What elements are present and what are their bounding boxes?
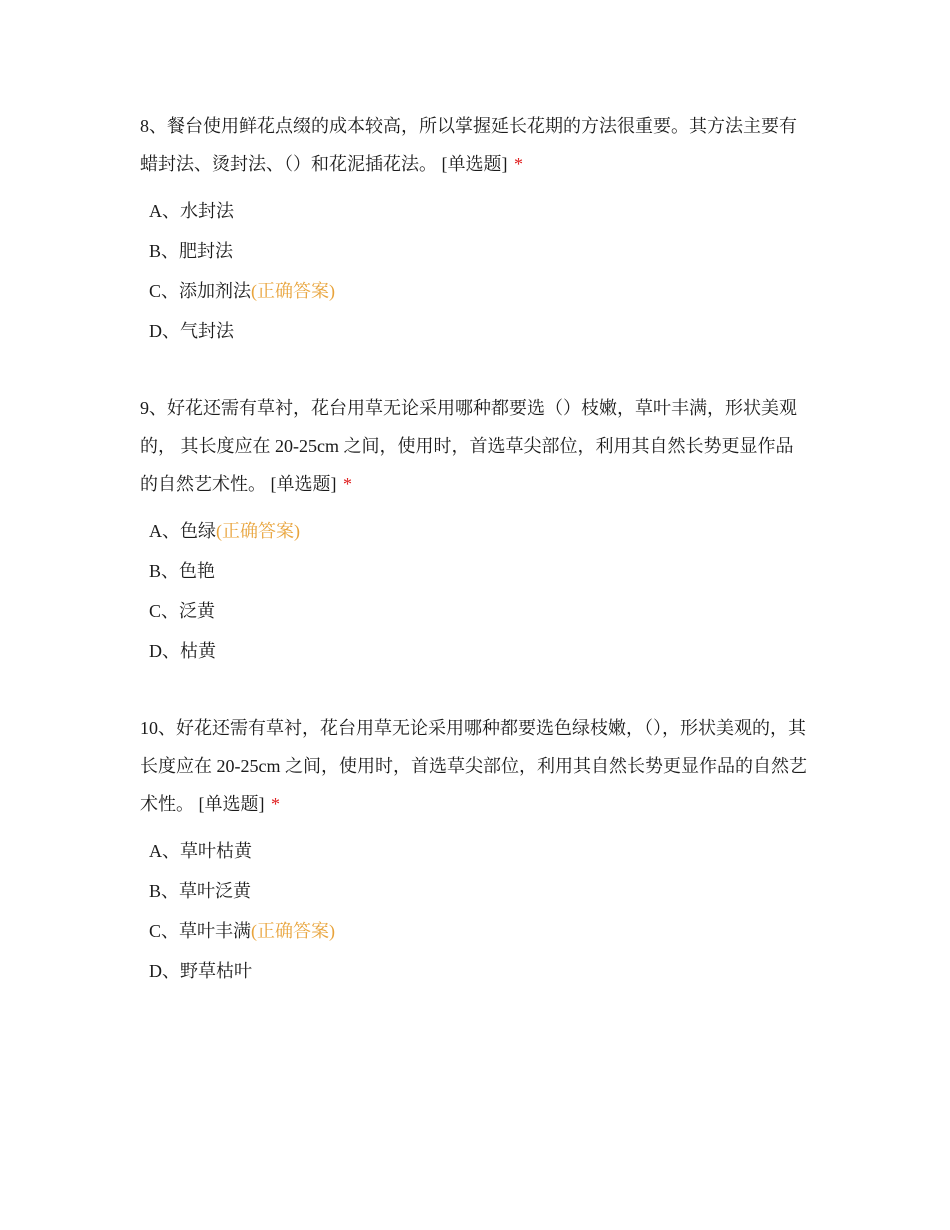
option-list [140,831,808,991]
question-8 [140,107,808,351]
option-label: A、色绿 [149,521,216,541]
option-c[interactable] [140,591,808,631]
question-stem: 9、好花还需有草衬，花台用草无论采用哪种都要选（）枝嫩，草叶丰满，形状美观的， 其长度应在 20-25cm 之间，使用时，首选草尖部位，利用其自然长势更显作品的自然艺术性。 [140,398,797,494]
option-label: D、枯黄 [149,641,216,661]
option-d[interactable] [140,631,808,671]
quiz-document [140,107,808,1029]
option-label: C、泛黄 [149,601,216,621]
question-stem: 10、好花还需有草衬，花台用草无论采用哪种都要选色绿枝嫩，（），形状美观的，其长度应在 20-25cm 之间，使用时，首选草尖部位，利用其自然长势更显作品的自然艺术性。 [140,718,807,814]
option-label: B、色艳 [149,561,216,581]
question-type-label: [单选题] [441,154,508,174]
question-9 [140,389,808,671]
option-b[interactable] [140,231,808,271]
question-10 [140,709,808,991]
required-mark: * [514,154,523,174]
question-type-label: [单选题] [270,474,337,494]
option-label: C、草叶丰满 [149,921,252,941]
option-c[interactable] [140,271,808,311]
option-label: A、水封法 [149,201,234,221]
option-list [140,511,808,671]
option-label: D、气封法 [149,321,234,341]
correct-answer-tag: (正确答案) [216,521,300,541]
option-d[interactable] [140,951,808,991]
option-label: B、草叶泛黄 [149,881,252,901]
required-mark: * [271,794,280,814]
option-c[interactable] [140,911,808,951]
option-d[interactable] [140,311,808,351]
option-label: A、草叶枯黄 [149,841,252,861]
option-b[interactable] [140,871,808,911]
option-a[interactable] [140,511,808,551]
option-label: C、添加剂法 [149,281,252,301]
question-stem: 8、餐台使用鲜花点缀的成本较高，所以掌握延长花期的方法很重要。其方法主要有蜡封法、烫封法、（）和花泥插花法。 [140,116,797,174]
question-text [140,107,808,183]
correct-answer-tag: (正确答案) [251,281,336,301]
option-label: B、肥封法 [149,241,234,261]
question-text [140,709,808,823]
question-text [140,389,808,503]
option-list [140,191,808,351]
correct-answer-tag: (正确答案) [251,921,336,941]
option-a[interactable] [140,191,808,231]
option-b[interactable] [140,551,808,591]
option-label: D、野草枯叶 [149,961,252,981]
option-a[interactable] [140,831,808,871]
required-mark: * [343,474,352,494]
question-type-label: [单选题] [198,794,265,814]
